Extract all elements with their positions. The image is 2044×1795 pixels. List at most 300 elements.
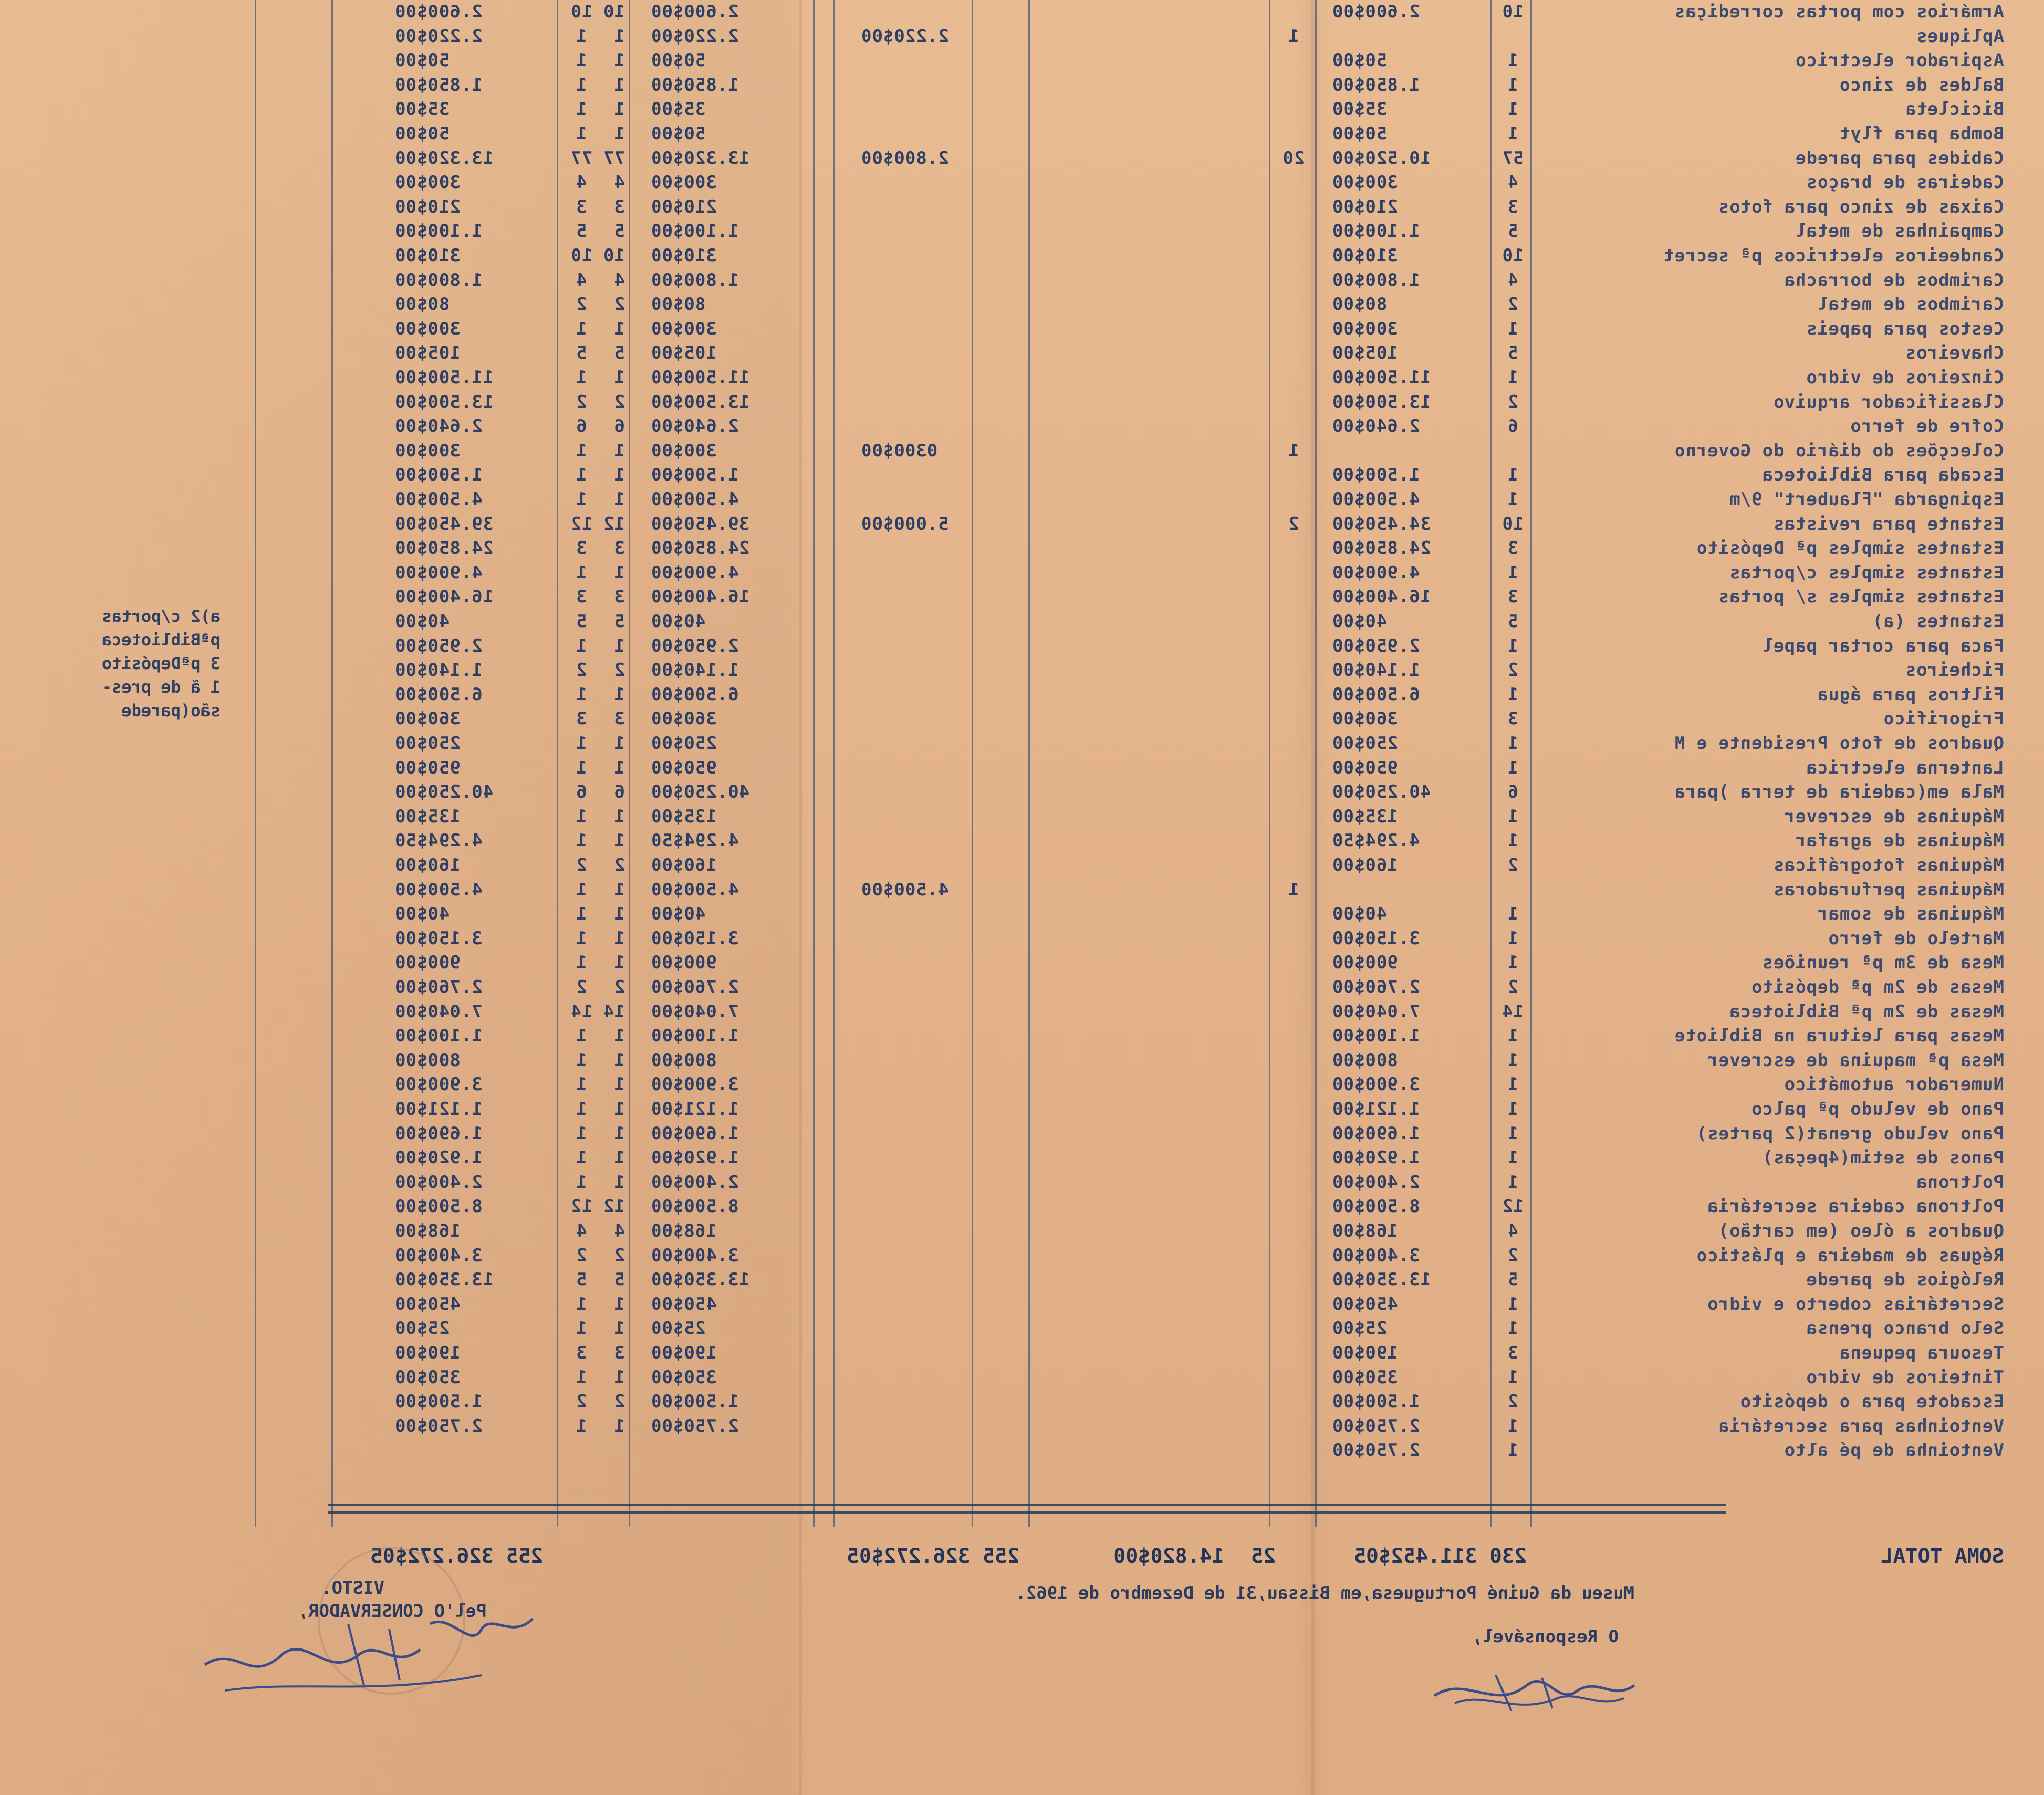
item-name: Filtros para água — [1817, 684, 2004, 705]
table-row — [0, 73, 2044, 97]
item-name: Cadeiras de braços — [1806, 172, 2004, 193]
grand-value: 80$00 — [394, 294, 450, 315]
grand-value: 25$00 — [394, 1318, 450, 1339]
grand-value: 310$00 — [394, 245, 461, 266]
existing-qty: 14 — [603, 1001, 625, 1022]
grand-qty: 3 — [576, 1343, 587, 1363]
remaining-value: 50$00 — [1332, 50, 1387, 71]
item-name: Lanterna electrica — [1806, 757, 2004, 778]
existing-value: 1.121$00 — [651, 1099, 739, 1119]
grand-value: 210$00 — [394, 196, 461, 217]
existing-value: 6.500$00 — [651, 684, 739, 705]
grand-qty: 1 — [576, 1074, 587, 1095]
table-row — [0, 1000, 2044, 1024]
table-row — [0, 780, 2044, 804]
table-row — [0, 49, 2044, 72]
item-name: Pano veludo grenat(2 partes) — [1696, 1123, 2004, 1144]
remaining-qty: 10 — [1501, 513, 1524, 534]
existing-value: 2.220$00 — [651, 26, 739, 47]
remaining-qty: 10 — [1501, 2, 1524, 22]
remaining-qty: 1 — [1507, 318, 1518, 339]
existing-qty: 1 — [614, 1415, 625, 1436]
item-name: Escada para Biblioteca — [1762, 465, 2004, 486]
existing-value: 168$00 — [651, 1221, 717, 1241]
table-row — [0, 317, 2044, 341]
table-row — [0, 293, 2044, 316]
grand-qty: 1 — [576, 830, 587, 851]
table-row — [0, 829, 2044, 852]
table-row — [0, 683, 2044, 706]
item-name: Colecções do diário do Governo — [1674, 440, 2004, 461]
grand-value: 13.350$00 — [394, 1269, 494, 1290]
grand-qty: 1 — [576, 440, 587, 461]
written-off-qty: 2 — [1288, 513, 1299, 534]
grand-qty: 1 — [576, 367, 587, 388]
remaining-qty: 1 — [1507, 1415, 1518, 1436]
grand-qty: 1 — [576, 74, 587, 95]
existing-qty: 1 — [614, 684, 625, 705]
written-off-qty: 20 — [1282, 148, 1305, 169]
grand-value: 800$00 — [394, 1050, 461, 1071]
remaining-qty: 1 — [1507, 489, 1518, 510]
item-name: Martelo de ferro — [1828, 928, 2004, 949]
existing-qty: 3 — [614, 1343, 625, 1363]
grand-value: 1.850$00 — [394, 74, 483, 95]
table-row — [0, 244, 2044, 267]
existing-value: 4.500$00 — [651, 489, 739, 510]
remaining-value: 1.800$00 — [1332, 269, 1420, 290]
remaining-qty: 4 — [1507, 172, 1518, 193]
remaining-value: 135$00 — [1332, 806, 1398, 827]
grand-value: 135$00 — [394, 806, 461, 827]
remaining-qty: 5 — [1507, 221, 1518, 242]
table-row — [0, 732, 2044, 755]
existing-qty: 1 — [614, 99, 625, 120]
remaining-qty: 1 — [1507, 733, 1518, 754]
table-row — [0, 488, 2044, 511]
grand-value: 16.400$00 — [394, 587, 494, 608]
remaining-value: 10.520$00 — [1332, 148, 1431, 169]
item-name: Poltrona cadeira secretária — [1707, 1196, 2004, 1217]
existing-value: 3.150$00 — [651, 928, 739, 949]
grand-qty: 12 — [570, 1196, 593, 1217]
remaining-value: 1.100$00 — [1332, 1026, 1420, 1047]
item-name: Escadote para o depósito — [1740, 1391, 2004, 1412]
remaining-value: 1.690$00 — [1332, 1123, 1420, 1144]
remaining-qty: 1 — [1507, 50, 1518, 71]
grand-qty: 4 — [576, 172, 587, 193]
remaining-value: 900$00 — [1332, 952, 1398, 973]
existing-value: 2.400$00 — [651, 1172, 739, 1193]
existing-value: 350$00 — [651, 1367, 717, 1388]
grand-value: 2.640$00 — [394, 416, 483, 437]
table-row — [0, 341, 2044, 365]
written-off-value: 0300$00 — [861, 440, 938, 461]
table-row — [0, 756, 2044, 780]
grand-value: 13.500$00 — [394, 391, 494, 412]
table-row — [0, 1024, 2044, 1048]
grand-value: 2.220$00 — [394, 26, 483, 47]
grand-qty: 5 — [576, 1269, 587, 1290]
existing-qty: 1 — [614, 26, 625, 47]
existing-value: 11.500$00 — [651, 367, 750, 388]
grand-value: 950$00 — [394, 757, 461, 778]
grand-qty: 2 — [576, 1391, 587, 1412]
table-row — [0, 439, 2044, 463]
table-row — [0, 658, 2044, 682]
existing-qty: 1 — [614, 635, 625, 656]
remaining-value: 160$00 — [1332, 855, 1398, 875]
table-row — [0, 1292, 2044, 1316]
existing-qty: 1 — [614, 465, 625, 486]
grand-qty: 1 — [576, 1367, 587, 1388]
grand-value: 250$00 — [394, 733, 461, 754]
item-name: Numerador automático — [1784, 1074, 2004, 1095]
grand-value: 350$00 — [394, 1367, 461, 1388]
grand-qty: 5 — [576, 343, 587, 364]
grand-value: 168$00 — [394, 1221, 461, 1241]
total-remaining: 230 311.452$05 — [1353, 1544, 1527, 1568]
grand-qty: 1 — [576, 928, 587, 949]
table-row — [0, 1414, 2044, 1438]
grand-qty: 1 — [576, 1172, 587, 1193]
remaining-qty: 10 — [1501, 245, 1524, 266]
grand-qty: 1 — [576, 1318, 587, 1339]
table-row — [0, 390, 2044, 414]
remaining-value: 2.950$00 — [1332, 635, 1420, 656]
existing-qty: 5 — [614, 1269, 625, 1290]
grand-qty: 1 — [576, 562, 587, 583]
written-off-qty: 1 — [1288, 440, 1299, 461]
existing-value: 160$00 — [651, 855, 717, 875]
grand-value: 105$00 — [394, 343, 461, 364]
grand-qty: 4 — [576, 269, 587, 290]
item-name: Estantes simples s/ portas — [1718, 587, 2004, 608]
remaining-value: 3.400$00 — [1332, 1245, 1420, 1266]
remaining-value: 2.400$00 — [1332, 1172, 1420, 1193]
existing-value: 40$00 — [651, 611, 706, 632]
existing-value: 310$00 — [651, 245, 717, 266]
item-name: Cofre de ferro — [1850, 416, 2004, 437]
remaining-qty: 1 — [1507, 562, 1518, 583]
item-name: Ficheiros — [1905, 660, 2004, 681]
remaining-qty: 1 — [1507, 1440, 1518, 1461]
total-written-off-count: 25 — [1250, 1544, 1276, 1568]
item-name: Armários com portas corrediças — [1674, 2, 2004, 22]
existing-qty: 6 — [614, 782, 625, 803]
remaining-qty: 1 — [1507, 1123, 1518, 1144]
existing-qty: 1 — [614, 562, 625, 583]
grand-qty: 2 — [576, 1245, 587, 1266]
remaining-value: 1.850$00 — [1332, 74, 1420, 95]
existing-value: 135$00 — [651, 806, 717, 827]
grand-value: 1.100$00 — [394, 1026, 483, 1047]
remaining-value: 80$00 — [1332, 294, 1387, 315]
item-name: Réguas de madeira e plástico — [1696, 1245, 2004, 1266]
item-name: Quadros a óleo (em cartão) — [1718, 1221, 2004, 1241]
existing-value: 360$00 — [651, 708, 717, 729]
remaining-qty: 4 — [1507, 269, 1518, 290]
remaining-value: 35$00 — [1332, 99, 1387, 120]
existing-value: 35$00 — [651, 99, 706, 120]
note-line: são(parede — [121, 701, 220, 720]
remaining-value: 360$00 — [1332, 708, 1398, 729]
total-grand: 255 326.272$05 — [370, 1544, 543, 1568]
existing-value: 40.250$00 — [651, 782, 750, 803]
existing-qty: 1 — [614, 50, 625, 71]
existing-value: 1.690$00 — [651, 1123, 739, 1144]
remaining-qty: 2 — [1507, 294, 1518, 315]
grand-qty: 2 — [576, 977, 587, 997]
remaining-qty: 3 — [1507, 1343, 1518, 1363]
item-name: Bicicleta — [1905, 99, 2004, 120]
table-row — [0, 536, 2044, 560]
remaining-qty: 3 — [1507, 538, 1518, 559]
remaining-value: 190$00 — [1332, 1343, 1398, 1363]
grand-value: 7.040$00 — [394, 1001, 483, 1022]
conservador-label: Pel'O CONSERVADOR, — [298, 1601, 487, 1621]
remaining-value: 13.350$00 — [1332, 1269, 1431, 1290]
grand-qty: 1 — [576, 1099, 587, 1119]
grand-qty: 1 — [576, 50, 587, 71]
table-row — [0, 610, 2044, 633]
table-row — [0, 25, 2044, 48]
grand-qty: 12 — [570, 513, 593, 534]
item-name: Cestos para papeis — [1806, 318, 2004, 339]
existing-qty: 10 — [603, 2, 625, 22]
table-row — [0, 147, 2044, 170]
grand-qty: 1 — [576, 806, 587, 827]
item-name: Espingarda "Flaubert" 9/m — [1729, 489, 2004, 510]
item-name: Mesa de 3m pª reuniões — [1762, 952, 2004, 973]
grand-value: 300$00 — [394, 318, 461, 339]
written-off-value: 2.800$00 — [861, 148, 949, 169]
remaining-value: 6.500$00 — [1332, 684, 1420, 705]
total-existing: 255 326.272$05 — [846, 1544, 1019, 1568]
remaining-value: 2.600$00 — [1332, 2, 1420, 22]
grand-value: 2.950$00 — [394, 635, 483, 656]
item-name: Tinteiros de vidro — [1806, 1367, 2004, 1388]
remaining-value: 2.750$00 — [1332, 1440, 1420, 1461]
existing-qty: 1 — [614, 1050, 625, 1071]
remaining-value: 1.920$00 — [1332, 1147, 1420, 1168]
grand-qty: 6 — [576, 782, 587, 803]
existing-qty: 1 — [614, 1147, 625, 1168]
existing-qty: 1 — [614, 440, 625, 461]
grand-value: 1.500$00 — [394, 1391, 483, 1412]
item-name: Tesoura pequena — [1839, 1343, 2004, 1363]
existing-qty: 4 — [614, 172, 625, 193]
existing-qty: 2 — [614, 855, 625, 875]
grand-qty: 1 — [576, 465, 587, 486]
remaining-qty: 1 — [1507, 367, 1518, 388]
existing-value: 190$00 — [651, 1343, 717, 1363]
existing-value: 2.750$00 — [651, 1415, 739, 1436]
grand-value: 2.600$00 — [394, 2, 483, 22]
remaining-value: 50$00 — [1332, 123, 1387, 144]
item-name: Apliques — [1916, 26, 2004, 47]
table-row — [0, 463, 2044, 487]
grand-qty: 2 — [576, 391, 587, 412]
table-row — [0, 853, 2044, 877]
remaining-value: 4.900$00 — [1332, 562, 1420, 583]
grand-value: 11.500$00 — [394, 367, 494, 388]
grand-value: 4.900$00 — [394, 562, 483, 583]
existing-qty: 1 — [614, 879, 625, 900]
table-row — [0, 512, 2044, 536]
remaining-qty: 5 — [1507, 343, 1518, 364]
written-off-value: 4.500$00 — [861, 879, 949, 900]
remaining-value: 950$00 — [1332, 757, 1398, 778]
remaining-qty: 1 — [1507, 1318, 1518, 1339]
table-row — [0, 1171, 2044, 1194]
remaining-value: 1.100$00 — [1332, 221, 1420, 242]
written-off-value: 5.000$00 — [861, 513, 949, 534]
item-name: Cinzeiros de vidro — [1806, 367, 2004, 388]
existing-qty: 1 — [614, 733, 625, 754]
grand-qty: 5 — [576, 611, 587, 632]
existing-value: 300$00 — [651, 440, 717, 461]
item-name: Campainhas de metal — [1795, 221, 2004, 242]
grand-value: 900$00 — [394, 952, 461, 973]
grand-value: 450$00 — [394, 1293, 461, 1314]
existing-qty: 3 — [614, 708, 625, 729]
item-name: Estantes simples pª Depósito — [1696, 538, 2004, 559]
grand-value: 4.500$00 — [394, 489, 483, 510]
table-row — [0, 1146, 2044, 1170]
existing-value: 3.900$00 — [651, 1074, 739, 1095]
grand-value: 40.250$00 — [394, 782, 494, 803]
grand-qty: 6 — [576, 416, 587, 437]
remaining-value: 310$00 — [1332, 245, 1398, 266]
grand-qty: 3 — [576, 708, 587, 729]
table-row — [0, 0, 2044, 24]
table-row — [0, 1268, 2044, 1291]
item-name: Chaveiros — [1905, 343, 2004, 364]
existing-value: 2.950$00 — [651, 635, 739, 656]
remaining-value: 350$00 — [1332, 1367, 1398, 1388]
remaining-qty: 5 — [1507, 1269, 1518, 1290]
table-row — [0, 707, 2044, 730]
note-line: a)2 c/portas — [101, 607, 220, 626]
remaining-value: 34.450$00 — [1332, 513, 1431, 534]
existing-qty: 1 — [614, 806, 625, 827]
existing-value: 300$00 — [651, 318, 717, 339]
remaining-value: 4.500$00 — [1332, 489, 1420, 510]
grand-qty: 10 — [570, 2, 593, 22]
remaining-value: 1.500$00 — [1332, 465, 1420, 486]
remaining-qty: 1 — [1507, 635, 1518, 656]
total-rule — [328, 1511, 1726, 1514]
existing-qty: 12 — [603, 513, 625, 534]
grand-value: 190$00 — [394, 1343, 461, 1363]
table-row — [0, 878, 2044, 902]
table-row — [0, 1317, 2044, 1340]
remaining-qty: 14 — [1501, 1001, 1524, 1022]
grand-value: 1.121$00 — [394, 1099, 483, 1119]
grand-qty: 1 — [576, 904, 587, 925]
existing-value: 80$00 — [651, 294, 706, 315]
grand-value: 1.920$00 — [394, 1147, 483, 1168]
existing-value: 300$00 — [651, 172, 717, 193]
grand-qty: 1 — [576, 26, 587, 47]
remaining-value: 2.760$00 — [1332, 977, 1420, 997]
remaining-value: 3.150$00 — [1332, 928, 1420, 949]
existing-value: 25$00 — [651, 1318, 706, 1339]
grand-value: 1.100$00 — [394, 221, 483, 242]
remaining-value: 1.140$00 — [1332, 660, 1420, 681]
remaining-value: 800$00 — [1332, 1050, 1398, 1071]
remaining-qty: 5 — [1507, 611, 1518, 632]
item-name: Panos de setim(4peças) — [1762, 1147, 2004, 1168]
grand-qty: 1 — [576, 1123, 587, 1144]
responsible-signature — [1424, 1655, 1644, 1726]
existing-value: 24.850$00 — [651, 538, 750, 559]
existing-qty: 2 — [614, 1391, 625, 1412]
grand-qty: 1 — [576, 879, 587, 900]
existing-value: 39.450$00 — [651, 513, 750, 534]
grand-qty: 14 — [570, 1001, 593, 1022]
item-name: Relógios de parede — [1806, 1269, 2004, 1290]
remaining-qty: 2 — [1507, 1245, 1518, 1266]
grand-qty: 4 — [576, 1221, 587, 1241]
existing-value: 4.294$50 — [651, 830, 739, 851]
table-row — [0, 902, 2044, 926]
grand-qty: 1 — [576, 1415, 587, 1436]
item-name: Mala em(cadeira de terra )para — [1674, 782, 2004, 803]
existing-qty: 1 — [614, 928, 625, 949]
remaining-qty: 4 — [1507, 1221, 1518, 1241]
existing-value: 13.320$00 — [651, 148, 750, 169]
existing-qty: 1 — [614, 1367, 625, 1388]
grand-qty: 1 — [576, 1050, 587, 1071]
remaining-qty: 1 — [1507, 757, 1518, 778]
grand-value: 50$00 — [394, 123, 450, 144]
item-name: Mesa pª maquina de escrever — [1707, 1050, 2004, 1071]
remaining-value: 11.500$00 — [1332, 367, 1431, 388]
existing-qty: 1 — [614, 1293, 625, 1314]
existing-qty: 3 — [614, 587, 625, 608]
existing-qty: 1 — [614, 318, 625, 339]
place-date: Museu da Guiné Portuguesa,em Bissau,31 de Dezembro de 1962. — [1015, 1583, 1634, 1603]
table-row — [0, 195, 2044, 219]
grand-value: 3.900$00 — [394, 1074, 483, 1095]
remaining-value: 4.294$50 — [1332, 830, 1420, 851]
table-row — [0, 122, 2044, 145]
existing-value: 13.500$00 — [651, 391, 750, 412]
grand-value: 4.294$50 — [394, 830, 483, 851]
item-name: Frigorifico — [1883, 708, 2004, 729]
grand-qty: 3 — [576, 196, 587, 217]
existing-value: 1.100$00 — [651, 221, 739, 242]
existing-qty: 3 — [614, 196, 625, 217]
table-row — [0, 1244, 2044, 1267]
item-name: Classificador arquivo — [1773, 391, 2004, 412]
table-row — [0, 561, 2044, 585]
grand-qty: 5 — [576, 221, 587, 242]
grand-qty: 1 — [576, 733, 587, 754]
table-row — [0, 1195, 2044, 1218]
grand-value: 360$00 — [394, 708, 461, 729]
grand-qty: 2 — [576, 855, 587, 875]
table-row — [0, 1097, 2044, 1121]
existing-value: 2.760$00 — [651, 977, 739, 997]
grand-value: 24.850$00 — [394, 538, 494, 559]
grand-qty: 1 — [576, 684, 587, 705]
item-name: Máquinas de agrafar — [1795, 830, 2004, 851]
existing-qty: 5 — [614, 343, 625, 364]
grand-qty: 2 — [576, 294, 587, 315]
